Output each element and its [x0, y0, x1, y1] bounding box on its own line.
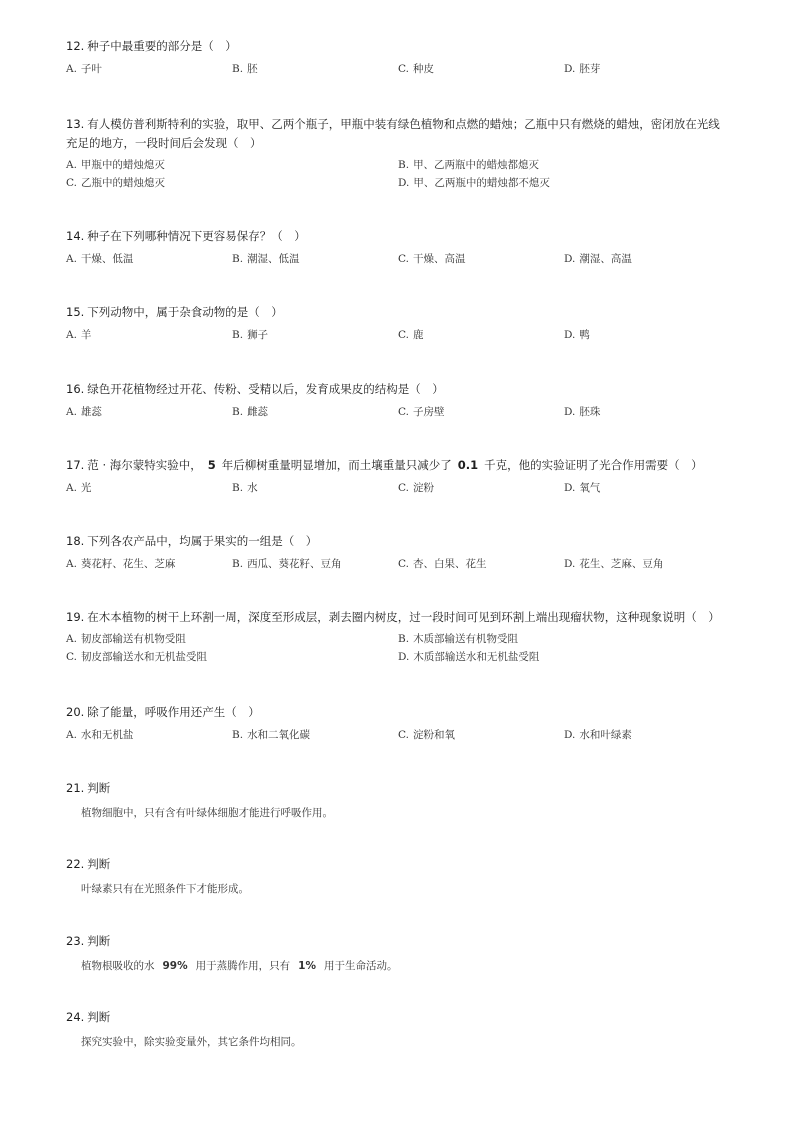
option-text: 子房壁: [413, 406, 445, 418]
option-text: 韧皮部输送有机物受阻: [80, 633, 186, 645]
stem-text: 判断: [87, 857, 111, 871]
option-text: 甲、乙两瓶中的蜡烛都熄灭: [413, 159, 540, 171]
question-14: [66, 227, 746, 268]
option-b: [232, 60, 398, 78]
option-letter: B.: [232, 253, 244, 265]
stem-text: 有人模仿普利斯特利的实验，取甲、乙两个瓶子，甲瓶中装有绿色植物和点燃的蜡烛；乙瓶中只有燃烧的蜡烛，密闭放在光线: [87, 117, 720, 131]
option-c: [398, 479, 564, 497]
question-18: [66, 532, 746, 573]
question-number: 12.: [66, 39, 85, 53]
option-text: 光: [80, 482, 92, 494]
question-stem: [66, 37, 746, 56]
stem-text: 用于蒸腾作用，只有: [195, 960, 291, 972]
option-text: 水和叶绿素: [579, 729, 632, 741]
option-letter: D.: [564, 406, 576, 418]
option-letter: D.: [564, 558, 576, 570]
judge-question-24: [66, 1008, 746, 1051]
option-letter: C.: [398, 253, 409, 265]
option-a: [66, 250, 232, 268]
question-number: 22.: [66, 857, 85, 871]
question-stem: [66, 115, 746, 153]
question-number: 16.: [66, 382, 85, 396]
options: [66, 60, 746, 78]
stem-text: 1%: [298, 960, 316, 972]
option-d: [564, 555, 730, 573]
option-a: [66, 726, 232, 744]
option-letter: D.: [564, 329, 576, 341]
option-c: [398, 326, 564, 344]
stem-text: 种子中最重要的部分是（ ）: [87, 39, 237, 53]
options: [66, 250, 746, 268]
option-b: [232, 403, 398, 421]
option-text: 淀粉: [413, 482, 434, 494]
question-19: [66, 608, 746, 666]
question-15: [66, 303, 746, 344]
options: [66, 403, 746, 421]
stem-text: 用于生命活动。: [323, 960, 398, 972]
stem-text: 范 · 海尔蒙特实验中，: [87, 458, 202, 472]
stem-text: 判断: [87, 934, 111, 948]
options: [66, 630, 746, 666]
option-c: [398, 403, 564, 421]
option-letter: C.: [398, 406, 409, 418]
judge-statement: 探究实验中，除实验变量外，其它条件均相同。: [81, 1036, 302, 1048]
question-stem: [66, 855, 746, 874]
option-c: [398, 726, 564, 744]
option-text: 杏、白果、花生: [413, 558, 487, 570]
question-stem: [66, 303, 746, 322]
stem-text: 下列各农产品中，均属于果实的一组是（ ）: [87, 534, 318, 548]
option-c: [66, 648, 398, 666]
option-c: [398, 60, 564, 78]
option-d: [564, 60, 730, 78]
stem-text: 种子在下列哪种情况下更容易保存？（ ）: [87, 229, 306, 243]
option-d: [564, 326, 730, 344]
option-text: 水和二氧化碳: [247, 729, 311, 741]
judge-question-23: [66, 932, 746, 975]
option-letter: D.: [564, 482, 576, 494]
option-c: [66, 174, 398, 192]
option-text: 鹿: [413, 329, 424, 341]
option-b: [232, 479, 398, 497]
option-text: 子叶: [80, 63, 102, 75]
stem-text: 除了能量，呼吸作用还产生（ ）: [87, 705, 260, 719]
option-text: 韧皮部输送水和无机盐受阻: [81, 651, 207, 663]
question-number: 23.: [66, 934, 85, 948]
question-stem: [66, 779, 746, 798]
option-text: 木质部输送有机物受阻: [413, 633, 519, 645]
option-text: 淀粉和氧: [413, 729, 455, 741]
option-letter: C.: [398, 558, 409, 570]
stem-text: 充足的地方，一段时间后会发现（ ）: [66, 136, 262, 150]
option-text: 水: [247, 482, 258, 494]
option-a: [66, 326, 232, 344]
option-text: 西瓜、葵花籽、豆角: [247, 558, 342, 570]
question-number: 18.: [66, 534, 85, 548]
option-letter: D.: [398, 177, 410, 189]
option-letter: A.: [66, 329, 77, 341]
option-letter: A.: [66, 482, 77, 494]
option-b: [232, 555, 398, 573]
option-letter: A.: [66, 729, 77, 741]
option-letter: C.: [398, 482, 409, 494]
option-text: 胚珠: [579, 406, 601, 418]
stem-text: 下列动物中，属于杂食动物的是（ ）: [87, 305, 283, 319]
option-letter: D.: [564, 63, 576, 75]
option-text: 木质部输送水和无机盐受阻: [413, 651, 540, 663]
option-letter: B.: [232, 406, 244, 418]
question-stem: [66, 703, 746, 722]
option-d: [564, 479, 730, 497]
option-d: [564, 726, 730, 744]
stem-text: 99%: [162, 960, 188, 972]
option-text: 鸭: [579, 329, 590, 341]
option-text: 潮湿、低温: [247, 253, 300, 265]
question-stem: [66, 227, 746, 246]
option-letter: A.: [66, 63, 77, 75]
option-b: [398, 156, 730, 174]
option-text: 乙瓶中的蜡烛熄灭: [81, 177, 165, 189]
question-16: [66, 380, 746, 421]
option-a: [66, 555, 232, 573]
option-text: 种皮: [413, 63, 434, 75]
option-letter: C.: [398, 63, 409, 75]
option-b: [232, 726, 398, 744]
option-letter: A.: [66, 633, 77, 645]
option-text: 氧气: [579, 482, 601, 494]
option-b: [398, 630, 730, 648]
option-d: [564, 250, 730, 268]
judge-question-22: [66, 855, 746, 898]
options: [66, 555, 746, 573]
question-number: 14.: [66, 229, 85, 243]
option-text: 潮湿、高温: [579, 253, 632, 265]
option-letter: A.: [66, 159, 77, 171]
question-13: [66, 115, 746, 192]
option-letter: B.: [232, 63, 244, 75]
stem-text: 千克，他的实验证明了光合作用需要（ ）: [484, 458, 703, 472]
option-text: 羊: [80, 329, 92, 341]
option-letter: C.: [398, 729, 409, 741]
option-text: 甲、乙两瓶中的蜡烛都不熄灭: [413, 177, 550, 189]
question-number: 21.: [66, 781, 85, 795]
option-letter: D.: [564, 729, 576, 741]
options: [66, 479, 746, 497]
stem-text: 在木本植物的树干上环割一周，深度至形成层，剥去圈内树皮，过一段时间可见到环割上端出现瘤状物，这种现象说明（ ）: [87, 610, 720, 624]
option-letter: A.: [66, 406, 77, 418]
judge-question-21: [66, 779, 746, 822]
question-number: 13.: [66, 117, 85, 131]
option-text: 狮子: [247, 329, 269, 341]
option-letter: C.: [66, 651, 77, 663]
option-letter: B.: [398, 633, 410, 645]
question-stem: [66, 608, 746, 627]
option-letter: B.: [232, 729, 244, 741]
stem-text: 绿色开花植物经过开花、传粉、受精以后，发育成果皮的结构是（ ）: [87, 382, 444, 396]
question-stem: [66, 380, 746, 399]
option-a: [66, 630, 398, 648]
question-stem: [66, 532, 746, 551]
option-letter: C.: [66, 177, 77, 189]
option-c: [398, 555, 564, 573]
option-text: 胚: [247, 63, 258, 75]
option-text: 水和无机盐: [80, 729, 134, 741]
option-letter: B.: [398, 159, 410, 171]
option-letter: B.: [232, 558, 244, 570]
question-number: 15.: [66, 305, 85, 319]
stem-text: 年后柳树重量明显增加，而土壤重量只减少了: [221, 458, 452, 472]
question-stem: [66, 932, 746, 951]
stem-text: 5: [207, 458, 216, 472]
option-a: [66, 479, 232, 497]
question-20: [66, 703, 746, 744]
option-text: 雌蕊: [247, 406, 269, 418]
option-d: [564, 403, 730, 421]
option-b: [232, 326, 398, 344]
options: [66, 726, 746, 744]
question-stem: [66, 456, 746, 475]
question-number: 20.: [66, 705, 85, 719]
question-number: 17.: [66, 458, 85, 472]
judge-statement: 叶绿素只有在光照条件下才能形成。: [81, 883, 249, 895]
option-a: [66, 60, 232, 78]
option-d: [398, 648, 730, 666]
option-d: [398, 174, 730, 192]
option-letter: B.: [232, 482, 244, 494]
judge-statement: [66, 957, 746, 975]
option-letter: B.: [232, 329, 244, 341]
question-stem: [66, 1008, 746, 1027]
option-text: 干燥、高温: [413, 253, 466, 265]
judge-statement: 植物细胞中，只有含有叶绿体细胞才能进行呼吸作用。: [81, 807, 333, 819]
option-a: [66, 156, 398, 174]
question-number: 24.: [66, 1010, 85, 1024]
option-letter: A.: [66, 558, 77, 570]
question-12: [66, 37, 746, 78]
option-text: 雄蕊: [80, 406, 102, 418]
stem-text: 判断: [87, 1010, 111, 1024]
option-letter: D.: [564, 253, 576, 265]
option-c: [398, 250, 564, 268]
question-number: 19.: [66, 610, 85, 624]
option-letter: A.: [66, 253, 77, 265]
option-text: 胚芽: [579, 63, 601, 75]
options: [66, 156, 746, 192]
option-letter: C.: [398, 329, 409, 341]
stem-text: 0.1: [457, 458, 479, 472]
stem-text: 判断: [87, 781, 111, 795]
option-text: 葵花籽、花生、芝麻: [80, 558, 176, 570]
option-text: 花生、芝麻、豆角: [579, 558, 664, 570]
stem-text: 植物根吸收的水: [81, 960, 155, 972]
option-text: 甲瓶中的蜡烛熄灭: [80, 159, 165, 171]
option-a: [66, 403, 232, 421]
options: [66, 326, 746, 344]
option-b: [232, 250, 398, 268]
option-text: 干燥、低温: [80, 253, 134, 265]
option-letter: D.: [398, 651, 410, 663]
question-17: [66, 456, 746, 497]
